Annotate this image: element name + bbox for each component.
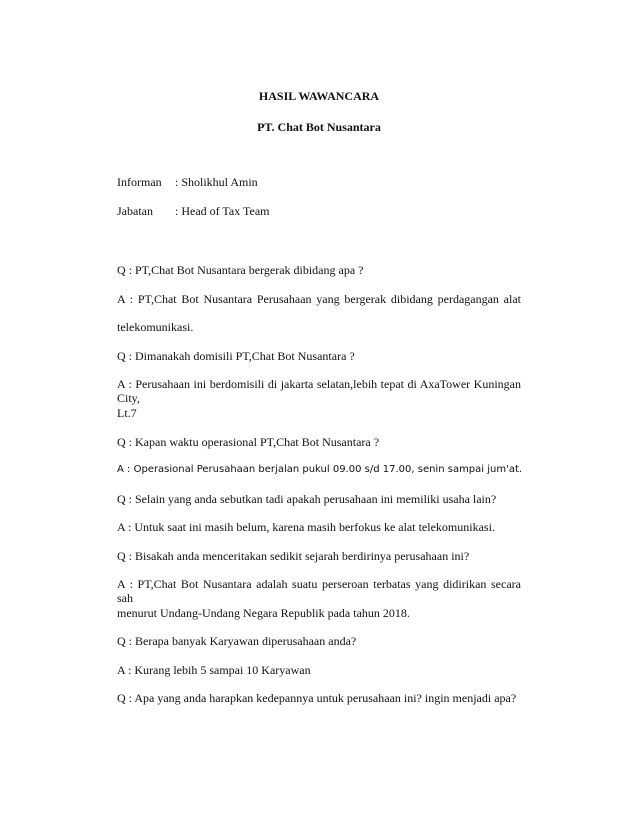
position-row [117, 204, 270, 218]
answer-line: A : Perusahaan ini berdomisili di jakarta selatan,lebih tepat di AxaTower Kuningan City, [117, 377, 521, 405]
question-line: Q : Selain yang anda sebutkan tadi apakah perusahaan ini memiliki usaha lain? [117, 492, 497, 506]
position-label: Jabatan [117, 204, 153, 218]
answer-line: A : Kurang lebih 5 sampai 10 Karyawan [117, 663, 311, 677]
document-subtitle: PT. Chat Bot Nusantara [257, 120, 381, 134]
question-line: Q : PT,Chat Bot Nusantara bergerak dibidang apa ? [117, 263, 364, 277]
answer-continuation-line: telekomunikasi. [117, 320, 194, 334]
answer-line: A : PT,Chat Bot Nusantara Perusahaan yang bergerak dibidang perdagangan alat [117, 292, 521, 306]
answer-continuation-line: menurut Undang-Undang Negara Republik pada tahun 2018. [117, 606, 410, 620]
position-value: : Head of Tax Team [175, 204, 270, 218]
answer-line: A : Operasional Perusahaan berjalan pukul 09.00 s/d 17.00, senin sampai jum'at. [117, 464, 523, 475]
answer-line: A : PT,Chat Bot Nusantara adalah suatu perseroan terbatas yang didirikan secara sah [117, 577, 521, 605]
informant-value: : Sholikhul Amin [175, 175, 258, 189]
question-line: Q : Apa yang anda harapkan kedepannya untuk perusahaan ini? ingin menjadi apa? [117, 691, 517, 705]
question-line: Q : Kapan waktu operasional PT,Chat Bot Nusantara ? [117, 435, 380, 449]
answer-continuation-line: Lt.7 [117, 406, 137, 420]
informant-row [117, 175, 258, 189]
question-line: Q : Berapa banyak Karyawan diperusahaan anda? [117, 634, 357, 648]
informant-label: Informan [117, 175, 162, 189]
question-line: Q : Bisakah anda menceritakan sedikit sejarah berdirinya perusahaan ini? [117, 549, 470, 563]
question-line: Q : Dimanakah domisili PT,Chat Bot Nusantara ? [117, 349, 355, 363]
document-title: HASIL WAWANCARA [258, 89, 380, 103]
answer-line: A : Untuk saat ini masih belum, karena masih berfokus ke alat telekomunikasi. [117, 520, 495, 534]
